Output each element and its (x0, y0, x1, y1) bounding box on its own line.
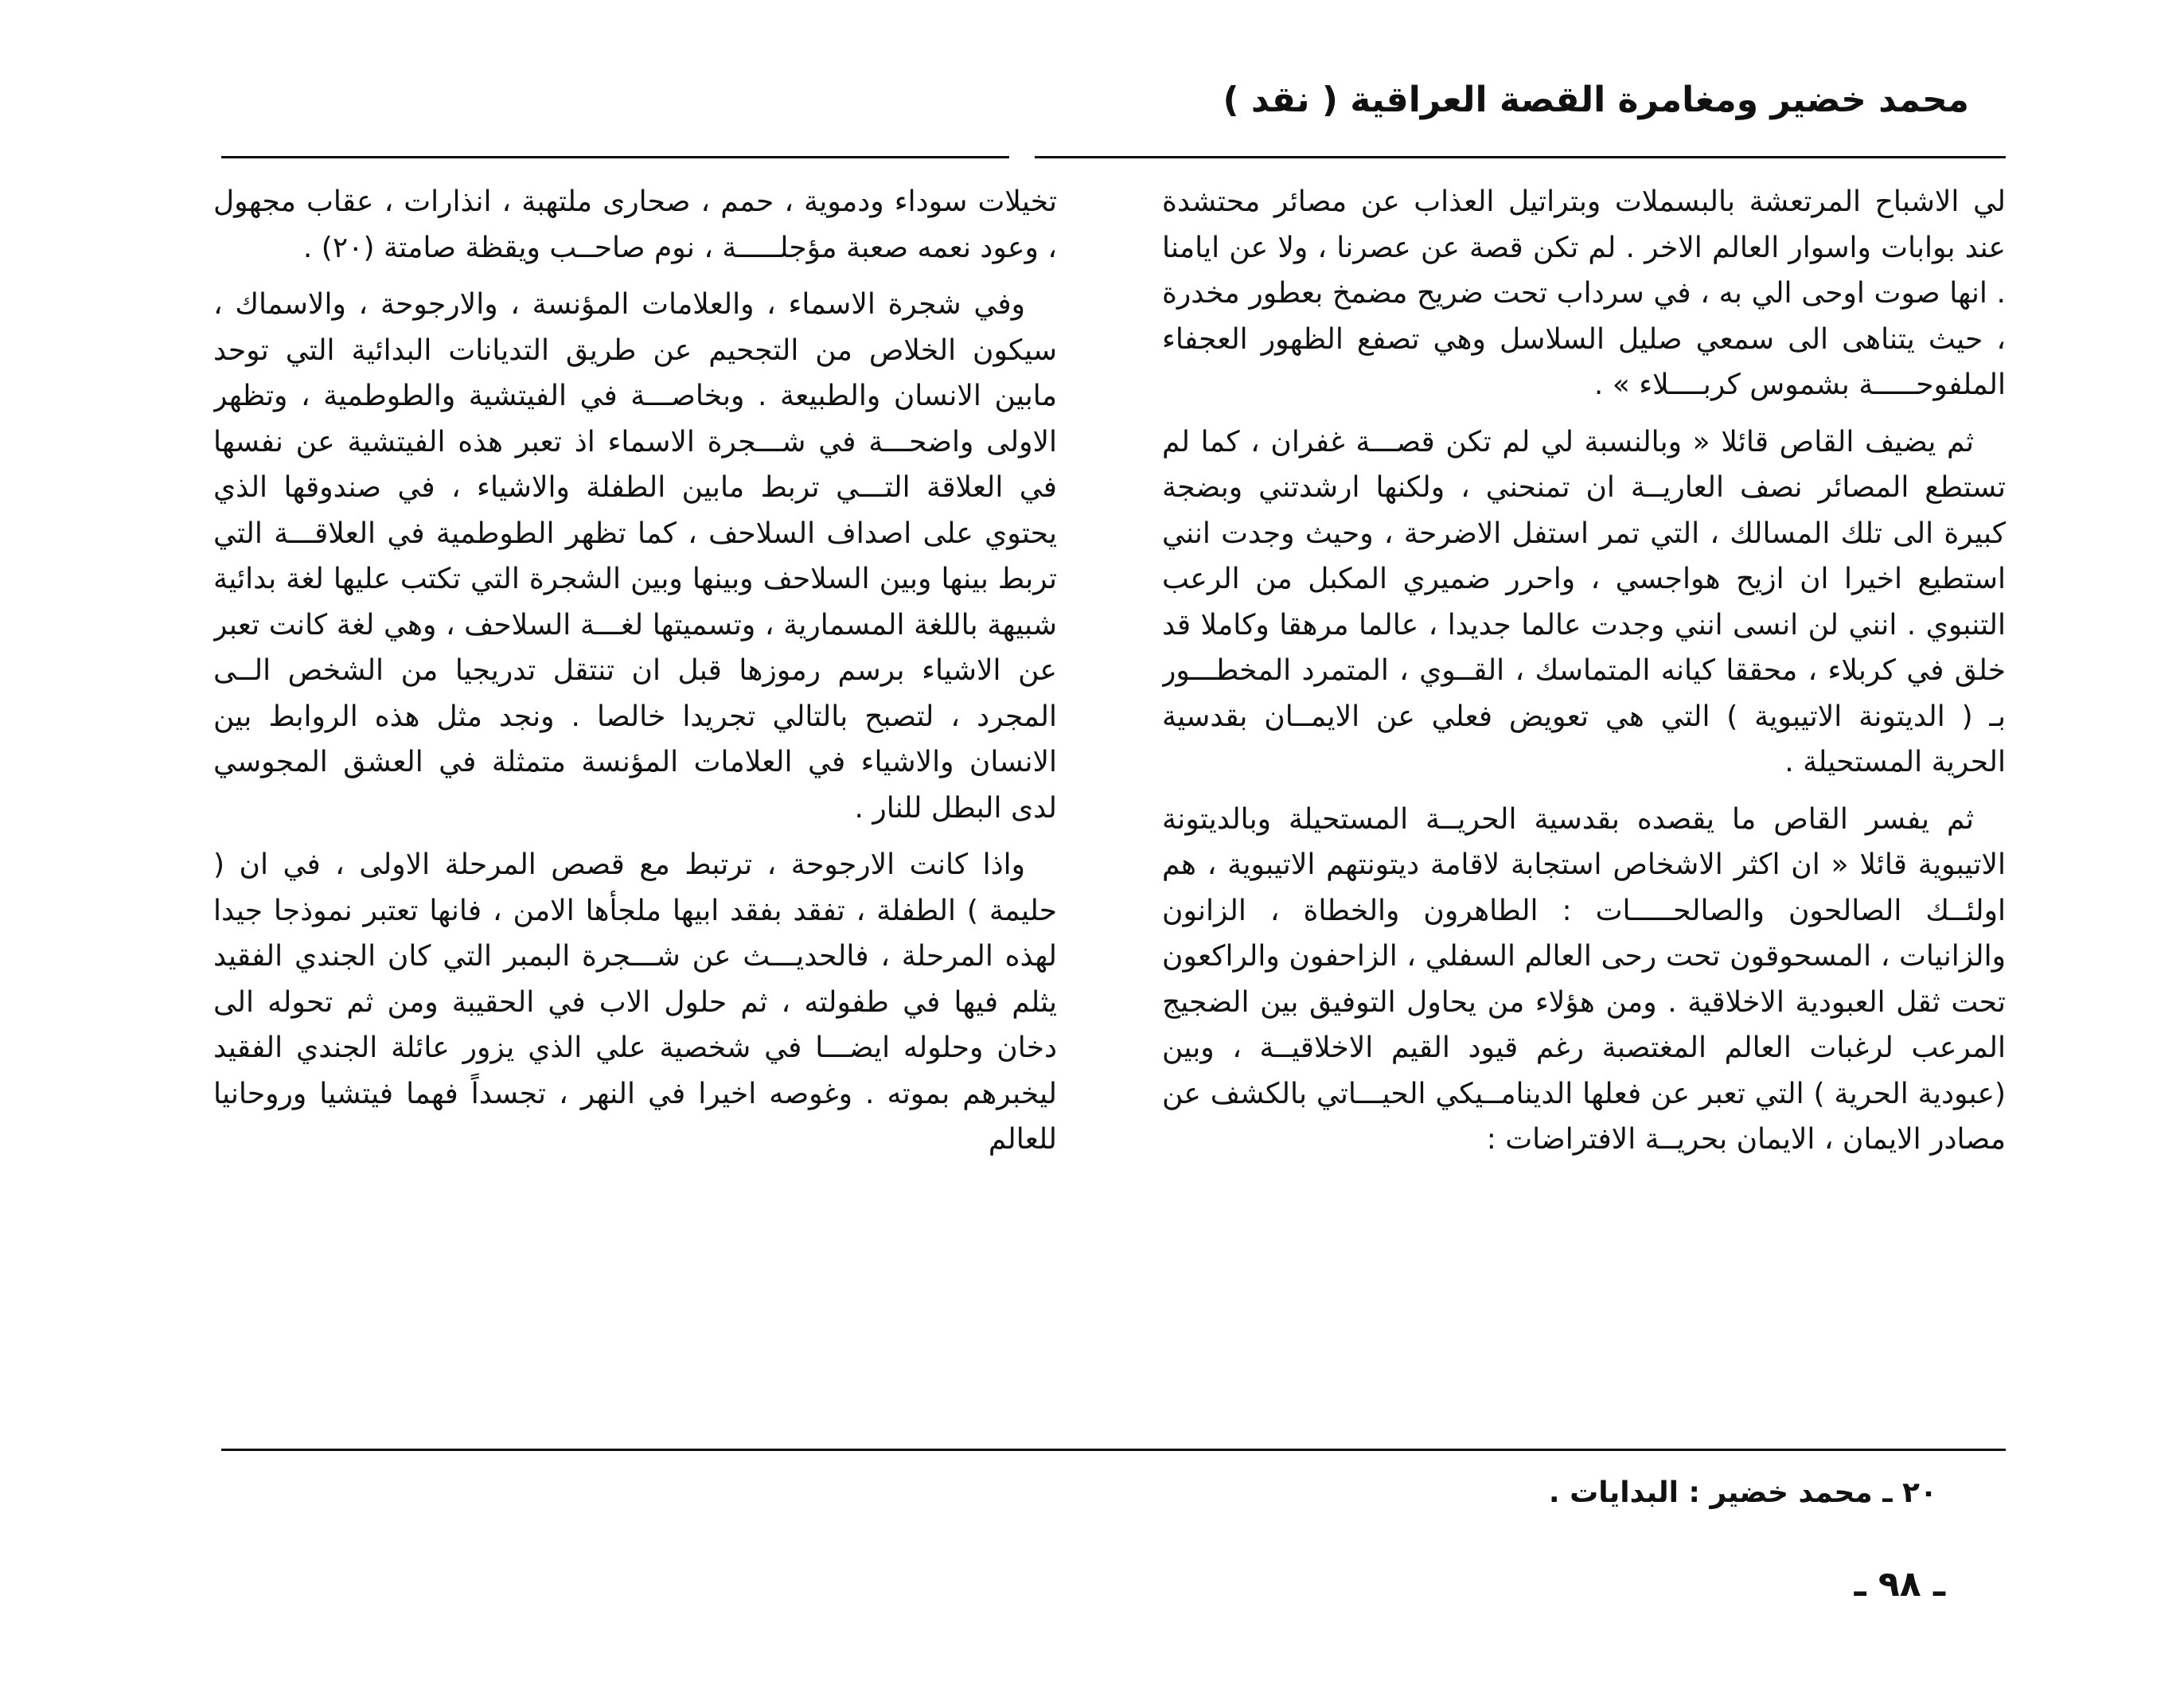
running-header-title: محمد خضير ومغامرة القصة العراقية ( نقد ) (1223, 80, 1969, 120)
header-rule-left (221, 156, 1009, 158)
paragraph: لي الاشباح المرتعشة بالبسملات وبتراتيل العذاب عن مصائر محتشدة عند بوابات واسوار العالم الاخر . لم تكن قصة عن عصرنا ، ولا عن ايامنا . انها صوت اوحى الي به ، في سرداب تحت ضريح مضمخ بعطور مخدرة ، حيث يتناهى الى سمعي صليل السلاسل وهي تصفع الظهور العجفاء الملفوحـــــة بشموس كربــــلاء » . (1162, 185, 2006, 401)
header-rule-right (1035, 156, 2006, 158)
footnote: ٢٠ ـ محمد خضير : البدايات . (1548, 1476, 1937, 1509)
text-column-left (213, 179, 1057, 1437)
paragraph: تخيلات سوداء ودموية ، حمم ، صحارى ملتهبة ، انذارات ، عقاب مجهول ، وعود نعمه صعبة مؤجلـــــة ، نوم صاحــب ويقظة صامتة (٢٠) . (213, 185, 1057, 264)
paragraph: وفي شجرة الاسماء ، والعلامات المؤنسة ، والارجوحة ، والاسماك ، سيكون الخلاص من التجحيم عن طريق التديانات البدائية التي توحد مابين الانسان والطبيعة . وبخاصـــة في الفيتشية والطوطمية ، وتظهر الاولى واضحـــة في شـــجرة الاسماء اذ تعبر هذه الفيتشية عن نفسها في العلاقة التـــي تربط مابين الطفلة والاشياء ، في صندوقها الذي يحتوي على اصداف السلاحف ، كما تظهر الطوطمية في العلاقـــة التي تربط بينها وبين السلاحف وبينها وبين الشجرة التي تكتب عليها لغة بدائية شبيهة باللغة المسمارية ، وتسميتها لغـــة السلاحف ، وهي لغة كانت تعبر عن الاشياء برسم رموزها قبل ان تنتقل تدريجيا من الشخص الــى المجرد ، لتصبح بالتالي تجريدا خالصا . ونجد مثل هذه الروابط بين الانسان والاشياء في العلامات المؤنسة متمثلة في العشق المجوسي لدى البطل للنار . (213, 288, 1057, 825)
paragraph: واذا كانت الارجوحة ، ترتبط مع قصص المرحلة الاولى ، في ان ( حليمة ) الطفلة ، تفقد بفقد ابيها ملجأها الامن ، فانها تعتبر نموذجا جيدا لهذه المرحلة ، فالحديـــث عن شـــجرة البمبر التي كان الجندي الفقيد يثلم فيها في طفولته ، ثم حلول الاب في الحقيبة ومن ثم تحوله الى دخان وحلوله ايضـــا في شخصية علي الذي يزور عائلة الجندي الفقيد ليخبرهم بموته . وغوصه اخيرا في النهر ، تجسداً فهما فيتشيا وروحانيا للعالم (213, 848, 1057, 1156)
footnote-rule (221, 1449, 2006, 1451)
paragraph: ثم يضيف القاص قائلا « وبالنسبة لي لم تكن قصـــة غفران ، كما لم تستطع المصائر نصف العاريــة ان تمنحني ، ولكنها ارشدتني وبضجة كبيرة الى تلك المسالك ، التي تمر استفل الاضرحة ، وحيث وجدت انني استطيع اخيرا ان ازيح هواجسي ، واحرر ضميري المكبل من الرعب التنبوي . انني لن انسى انني وجدت عالما جديدا ، عالما مرهقا وكاملا قد خلق في كربلاء ، محققا كيانه المتماسك ، القــوي ، المتمرد المخطـــور بـ ( الديتونة الاتيبوية ) التي هي تعويض فعلي عن الايمــان بقدسية الحرية المستحيلة . (1162, 425, 2006, 778)
paragraph: ثم يفسر القاص ما يقصده بقدسية الحريــة المستحيلة وبالديتونة الاتيبوية قائلا « ان اكثر الاشخاص استجابة لاقامة ديتونتهم الاتيبوية ، هم اولئــك الصالحون والصالحـــــات : الطاهرون والخطاة ، الزانون والزانيات ، المسحوقون تحت رحى العالم السفلي ، الزاحفون والراكعون تحت ثقل العبودية الاخلاقية . ومن هؤلاء من يحاول التوفيق بين الضجيج المرعب لرغبات العالم المغتصبة رغم قيود القيم الاخلاقيــة ، وبين (عبودية الحرية ) التي تعبر عن فعلها الدينامــيكي الحيـــاتي بالكشف عن مصادر الايمان ، الايمان بحريــة الافتراضات : (1162, 802, 2006, 1156)
page-number: ـ ٩٨ ـ (1854, 1564, 1945, 1605)
text-column-right (1162, 179, 2006, 1437)
